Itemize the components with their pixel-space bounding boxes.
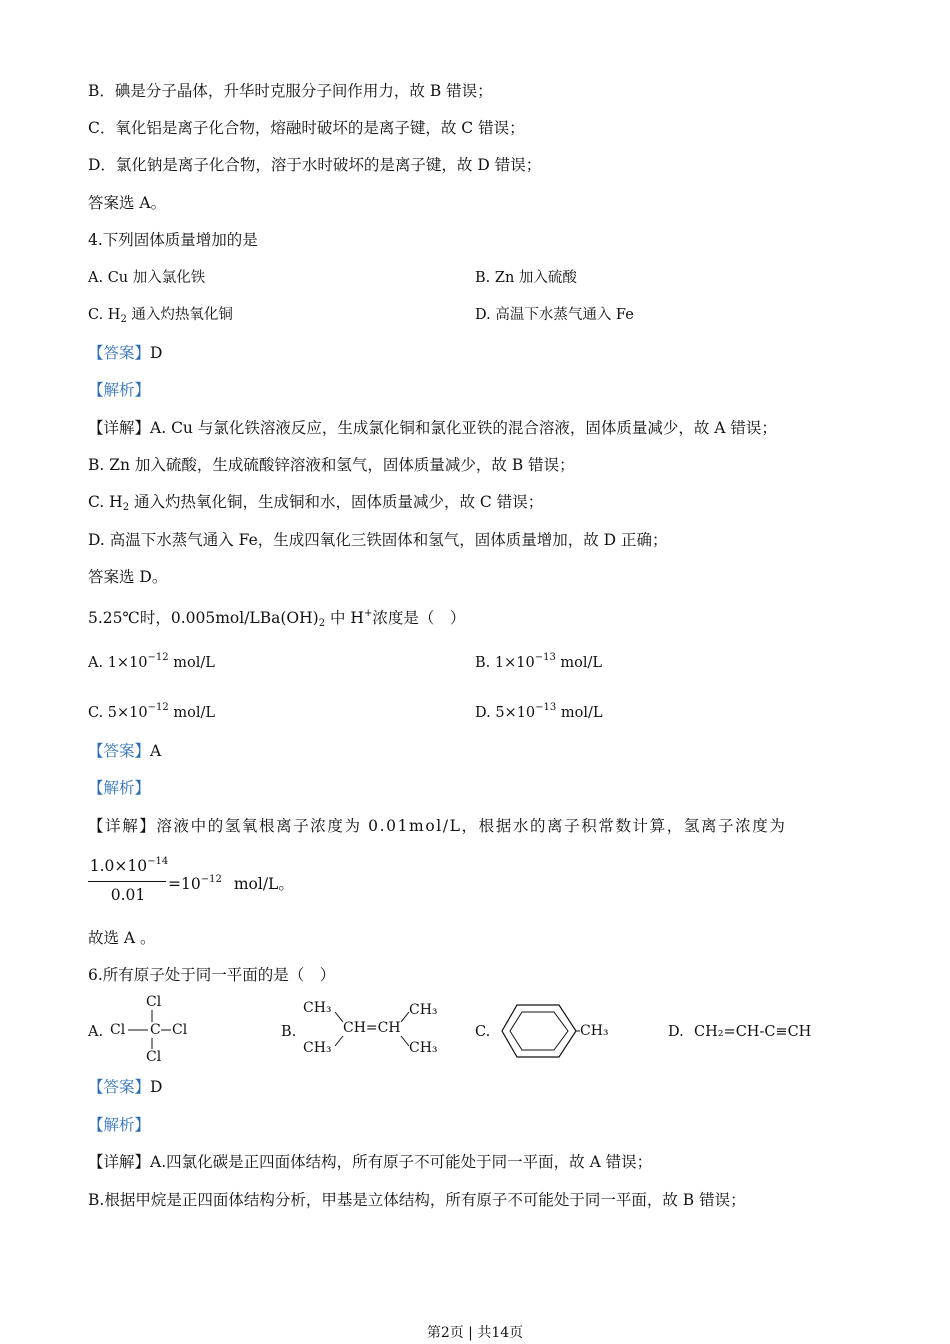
q4-option-b: B. Zn 加入硫酸: [475, 270, 577, 286]
text-line: 答案选 A。: [88, 194, 167, 212]
q6-option-a-label: A.: [88, 1024, 104, 1040]
question-5: 5.25℃时，$0.005mol/LBa(OH)_2$ 中 H+浓度是（ ）: [88, 608, 466, 629]
question-4: 4.下列固体质量增加的是: [88, 231, 258, 249]
q5-analysis-tag: 【解析】: [88, 779, 151, 797]
butene-bonds: [303, 1000, 443, 1060]
q4-detail: 【详解】A. Cu 与氯化铁溶液反应，生成氯化铜和氯化亚铁的混合溶液，固体质量减少，故 A 错误；: [88, 419, 777, 437]
text-line: B．碘是分子晶体，升华时克服分子间作用力，故 B 错误；: [88, 82, 493, 100]
q4-answer: 【答案】D: [88, 344, 163, 362]
q5-option-c: C. $5\times 10^{-12}$ mol/L: [88, 702, 215, 721]
fraction-numerator: $1.0\times 10^{-14}$: [89, 856, 169, 875]
text-line: B. Zn 加入硫酸，生成硫酸锌溶液和氢气，固体质量减少，故 B 错误；: [88, 456, 575, 474]
q6-option-d-formula: CH₂=CH-C≡CH: [694, 1024, 812, 1040]
ch3-top-left: CH₃: [303, 1000, 332, 1016]
page-footer: 第2页 | 共14页: [426, 1325, 524, 1341]
cl-bottom: Cl: [146, 1049, 162, 1065]
toluene-structure: [500, 1003, 620, 1059]
text-line: C．氧化铝是离子化合物，熔融时破坏的是离子键，故 C 错误；: [88, 119, 525, 137]
text-line: B.根据甲烷是正四面体结构分析，甲基是立体结构，所有原子不可能处于同一平面，故 B 错误；: [88, 1191, 746, 1209]
q6-option-b-label: B.: [281, 1024, 297, 1040]
text-line: D. 高温下水蒸气通入 Fe，生成四氧化三铁固体和氢气，固体质量增加，故 D 正确；: [88, 531, 668, 549]
q5-detail: 【详解】溶液中的氢氧根离子浓度为 0.01mol/L，根据水的离子积常数计算，氢离子浓度为: [88, 817, 787, 835]
text-line: 答案选 D。: [88, 568, 168, 586]
double-bond-group: CH=CH: [343, 1020, 401, 1036]
q6-detail: 【详解】A.四氯化碳是正四面体结构，所有原子不可能处于同一平面，故 A 错误；: [88, 1153, 653, 1171]
fraction-result: $=10^{-12}$ mol/L。: [168, 874, 294, 893]
fraction-denominator: 0.01: [110, 886, 146, 904]
q5-option-d: D. $5\times 10^{-13}$ mol/L: [475, 702, 603, 721]
q5-answer: 【答案】A: [88, 742, 162, 760]
text-line: C. $H_2$ 通入灼热氧化铜，生成铜和水，固体质量减少，故 C 错误；: [88, 493, 544, 513]
butene-structure: [303, 1000, 443, 1060]
text-line: 故选 A 。: [88, 929, 156, 947]
cl-top: Cl: [146, 994, 162, 1010]
q6-answer: 【答案】D: [88, 1078, 163, 1096]
ch3-substituent: CH₃: [580, 1023, 609, 1039]
fraction-bar: [88, 881, 166, 882]
carbon: C: [150, 1022, 161, 1038]
q6-analysis-tag: 【解析】: [88, 1116, 151, 1134]
q6-option-c-label: C.: [475, 1024, 491, 1040]
question-6: 6.所有原子处于同一平面的是（ ）: [88, 966, 336, 984]
q4-option-c: C. $H_2$ 通入灼热氧化铜: [88, 307, 233, 325]
ch3-bottom-left: CH₃: [303, 1040, 332, 1056]
q6-option-d-label: D.: [668, 1024, 684, 1040]
q4-option-a: A. Cu 加入氯化铁: [88, 270, 206, 286]
cl-left: Cl: [110, 1022, 126, 1038]
q5-option-b: B. $1\times 10^{-13}$ mol/L: [475, 652, 603, 671]
ccl4-structure: [110, 994, 190, 1066]
ch3-bottom-right: CH₃: [409, 1040, 438, 1056]
ch3-top-right: CH₃: [409, 1002, 438, 1018]
q5-option-a: A. $1\times 10^{-12}$ mol/L: [88, 652, 215, 671]
ccl4-bonds: [110, 994, 190, 1066]
text-line: D．氯化钠是离子化合物，溶于水时破坏的是离子键，故 D 错误；: [88, 156, 542, 174]
q4-option-d: D. 高温下水蒸气通入 Fe: [475, 307, 634, 323]
q4-analysis-tag: 【解析】: [88, 381, 151, 399]
benzene-ring: [500, 1003, 580, 1059]
cl-right: Cl: [172, 1022, 188, 1038]
